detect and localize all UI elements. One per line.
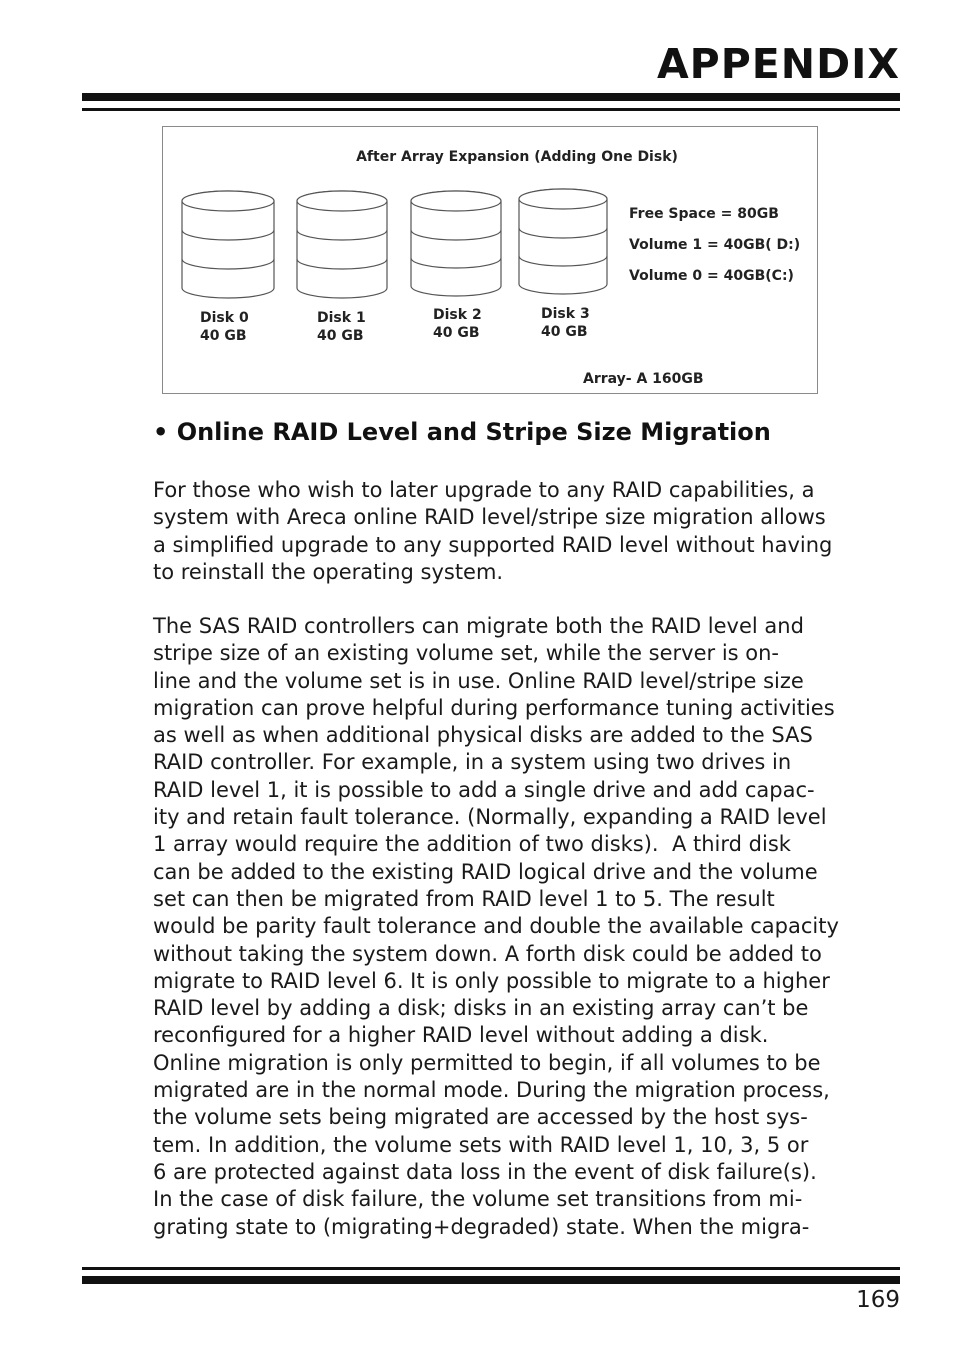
paragraph-2-line: grating state to (migrating+degraded) state. When the migra-: [153, 1214, 810, 1239]
paragraph-2-line: 6 are protected against data loss in the event of disk failure(s).: [153, 1159, 817, 1184]
paragraph-2-line: tem. In addition, the volume sets with RAID level 1, 10, 3, 5 or: [153, 1132, 809, 1157]
paragraph-2-line: can be added to the existing RAID logical drive and the volume: [153, 859, 818, 884]
paragraph-2-line: The SAS RAID controllers can migrate both the RAID level and: [153, 614, 804, 638]
paragraph-2-line: RAID level by adding a disk; disks in an existing array can’t be: [153, 996, 809, 1021]
paragraph-2-line: as well as when additional physical disks are added to the SAS: [153, 723, 813, 748]
paragraph-2-line: RAID level 1, it is possible to add a single drive and add capac-: [153, 777, 815, 802]
paragraph-2-line: without taking the system down. A forth disk could be added to: [153, 941, 822, 966]
disk-3-cylinder: [519, 189, 607, 294]
disk-0-cylinder: [182, 191, 274, 298]
paragraph-1-line: to reinstall the operating system.: [153, 559, 504, 584]
paragraph-2-line: In the case of disk failure, the volume set transitions from mi-: [153, 1187, 803, 1212]
array-expansion-figure: [162, 126, 818, 394]
array-expansion-diagram: [163, 127, 817, 393]
footer-rule-thick: [82, 1276, 900, 1284]
paragraph-2-line: reconfigured for a higher RAID level without adding a disk.: [153, 1023, 769, 1048]
paragraph-2: [153, 613, 839, 1241]
paragraph-2-line: set can then be migrated from RAID level 1 to 5. The result: [153, 886, 775, 911]
array-label: Array- A 160GB: [583, 371, 704, 387]
disk-1-size: 40 GB: [317, 328, 364, 344]
paragraph-1-line: system with Areca online RAID level/stripe size migration allows: [153, 505, 826, 530]
legend-volume-1: Volume 1 = 40GB( D:): [629, 237, 801, 253]
legend-volume-0: Volume 0 = 40GB(C:): [629, 268, 794, 284]
figure-title: After Array Expansion (Adding One Disk): [356, 149, 678, 165]
paragraph-1: [153, 477, 832, 586]
disk-3-name: Disk 3: [541, 306, 590, 322]
legend-free-space: Free Space = 80GB: [629, 206, 779, 222]
paragraph-2-line: migrate to RAID level 6. It is only possible to migrate to a higher: [153, 968, 830, 993]
page-title: APPENDIX: [656, 40, 900, 88]
paragraph-2-line: stripe size of an existing volume set, while the server is on-: [153, 641, 780, 666]
disk-0-size: 40 GB: [200, 328, 247, 344]
header-rule-thick: [82, 93, 900, 101]
disk-3-size: 40 GB: [541, 324, 588, 340]
paragraph-2-line: migrated are in the normal mode. During the migration process,: [153, 1078, 830, 1103]
paragraph-2-line: ity and retain fault tolerance. (Normally, expanding a RAID level: [153, 805, 827, 830]
disk-2-cylinder: [411, 191, 501, 296]
paragraph-2-line: the volume sets being migrated are accessed by the host sys-: [153, 1105, 808, 1130]
paragraph-2-line: line and the volume set is in use. Online RAID level/stripe size: [153, 668, 804, 693]
disk-0-name: Disk 0: [200, 310, 249, 326]
paragraph-2-line: 1 array would require the addition of two disks). A third disk: [153, 832, 791, 857]
paragraph-2-line: migration can prove helpful during performance tuning activities: [153, 695, 835, 720]
disk-2-name: Disk 2: [433, 307, 482, 323]
disk-1-name: Disk 1: [317, 310, 366, 326]
paragraph-2-line: RAID controller. For example, in a system using two drives in: [153, 750, 792, 775]
paragraph-2-line: would be parity fault tolerance and double the available capacity: [153, 914, 839, 939]
disk-2-size: 40 GB: [433, 325, 480, 341]
header-rule-thin: [82, 108, 900, 111]
paragraph-2-line: Online migration is only permitted to begin, if all volumes to be: [153, 1050, 821, 1075]
footer-rule-thin: [82, 1267, 900, 1270]
page-number: 169: [856, 1287, 900, 1313]
paragraph-1-line: a simplified upgrade to any supported RAID level without having: [153, 532, 833, 557]
section-heading: • Online RAID Level and Stripe Size Migration: [153, 418, 771, 446]
disk-1-cylinder: [297, 191, 387, 298]
paragraph-1-line: For those who wish to later upgrade to any RAID capabilities, a: [153, 478, 815, 502]
